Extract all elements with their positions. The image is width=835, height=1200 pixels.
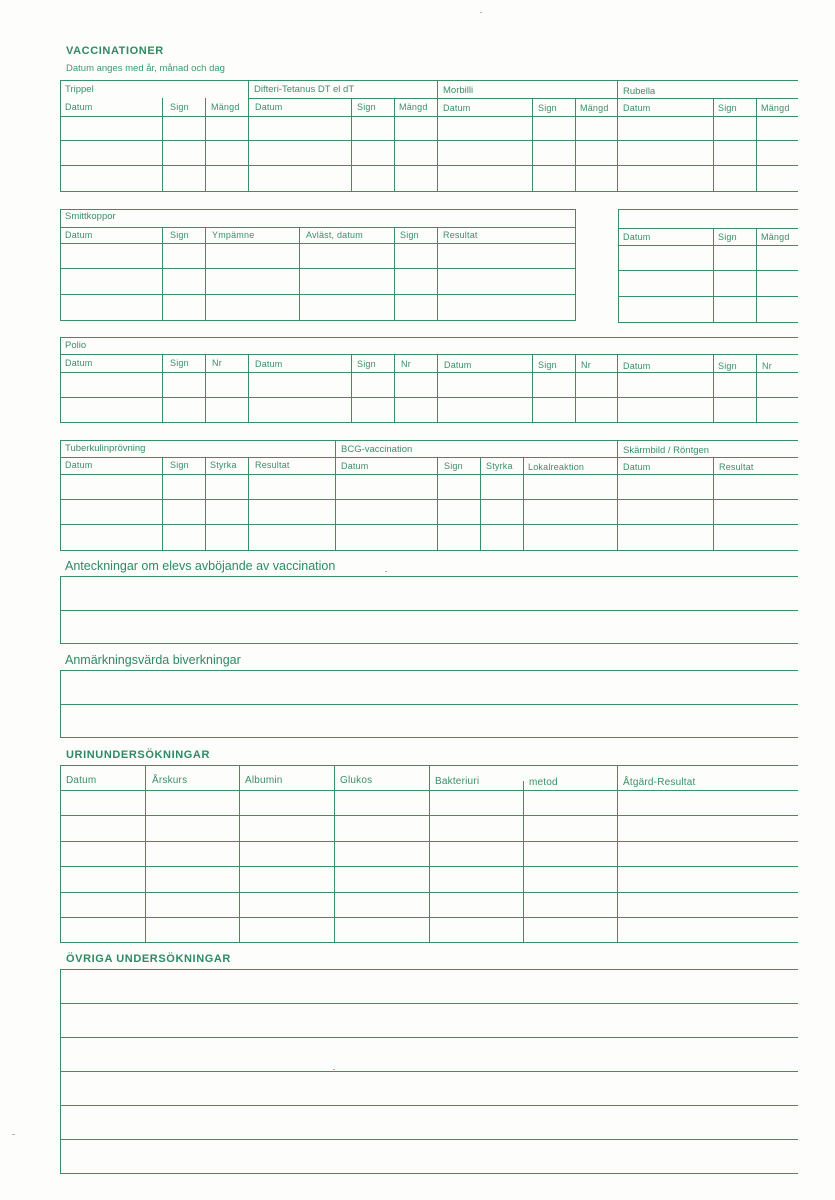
- col-bcg-lokalreaktion: Lokalreaktion: [528, 462, 585, 472]
- col-urin-atgard-resultat: Åtgärd-Resultat: [623, 777, 696, 788]
- col-extra-sign: Sign: [718, 232, 737, 242]
- col-difteri-mangd: Mängd: [399, 102, 428, 112]
- bcg-title: BCG-vaccination: [341, 444, 413, 455]
- col-smitt-ympamne: Ympämne: [212, 230, 255, 240]
- col-rubella-sign: Sign: [718, 103, 737, 113]
- col-tub-sign: Sign: [170, 460, 189, 470]
- skarmbild-title: Skärmbild / Röntgen: [623, 445, 710, 456]
- col-morbilli-mangd: Mängd: [580, 103, 609, 113]
- col-morbilli-datum: Datum: [443, 103, 471, 113]
- scan-speck: [333, 1069, 335, 1070]
- col-difteri-datum: Datum: [255, 102, 283, 112]
- col-polio-nr-2: Nr: [401, 359, 411, 369]
- group-morbilli: Morbilli: [443, 85, 474, 96]
- group-difteri-tetanus: Difteri-Tetanus DT el dT: [254, 84, 355, 95]
- col-polio-sign-1: Sign: [170, 358, 189, 368]
- scan-speck: [480, 12, 482, 13]
- col-rubella-mangd: Mängd: [761, 103, 790, 113]
- section-title-urin: URINUNDERSÖKNINGAR: [66, 749, 211, 761]
- group-trippel: Trippel: [65, 84, 94, 95]
- col-skarm-resultat: Resultat: [719, 462, 754, 472]
- col-tub-styrka: Styrka: [210, 460, 237, 470]
- scan-speck: [385, 571, 387, 572]
- col-urin-albumin: Albumin: [245, 775, 283, 786]
- col-urin-bakteriuri: Bakteriuri: [435, 776, 480, 787]
- col-rubella-datum: Datum: [623, 103, 651, 113]
- col-polio-nr-4: Nr: [762, 361, 772, 371]
- col-urin-glukos: Glukos: [340, 775, 373, 786]
- col-urin-arskurs: Årskurs: [152, 775, 188, 786]
- col-tub-resultat: Resultat: [255, 460, 290, 470]
- col-polio-sign-4: Sign: [718, 361, 737, 371]
- col-smitt-sign: Sign: [170, 230, 189, 240]
- col-trippel-mangd: Mängd: [211, 102, 240, 112]
- vaccination-subtitle: Datum anges med år, månad och dag: [66, 63, 225, 74]
- section-title-ovriga: ÖVRIGA UNDERSÖKNINGAR: [66, 953, 231, 965]
- col-skarm-datum: Datum: [623, 462, 651, 472]
- col-difteri-sign: Sign: [357, 102, 376, 112]
- section-title-vaccinationer: VACCINATIONER: [66, 45, 164, 57]
- smittkoppor-title: Smittkoppor: [65, 211, 116, 222]
- col-smitt-resultat: Resultat: [443, 230, 478, 240]
- col-trippel-datum: Datum: [65, 102, 93, 112]
- col-polio-datum-2: Datum: [255, 359, 283, 369]
- col-smitt-datum: Datum: [65, 230, 93, 240]
- col-morbilli-sign: Sign: [538, 103, 557, 113]
- col-polio-datum-4: Datum: [623, 361, 651, 371]
- col-bcg-sign: Sign: [444, 461, 463, 471]
- col-tub-datum: Datum: [65, 460, 93, 470]
- biverkningar-title: Anmärkningsvärda biverkningar: [65, 653, 241, 667]
- col-trippel-sign: Sign: [170, 102, 189, 112]
- col-polio-nr-1: Nr: [212, 358, 222, 368]
- col-smitt-sign2: Sign: [400, 230, 419, 240]
- group-rubella: Rubella: [623, 86, 656, 97]
- col-polio-datum-1: Datum: [65, 358, 93, 368]
- col-extra-datum: Datum: [623, 232, 651, 242]
- col-polio-datum-3: Datum: [444, 360, 472, 370]
- col-urin-metod: metod: [529, 777, 558, 788]
- col-bcg-datum: Datum: [341, 461, 369, 471]
- col-polio-sign-3: Sign: [538, 360, 557, 370]
- col-polio-sign-2: Sign: [357, 359, 376, 369]
- col-urin-datum: Datum: [66, 775, 97, 786]
- polio-title: Polio: [65, 340, 87, 351]
- anteckningar-title: Anteckningar om elevs avböjande av vaccination: [65, 559, 336, 573]
- col-extra-mangd: Mängd: [761, 232, 790, 242]
- tuberkulin-title: Tuberkulinprövning: [65, 443, 146, 454]
- col-polio-nr-3: Nr: [581, 360, 591, 370]
- scan-speck: [12, 1134, 15, 1135]
- col-bcg-styrka: Styrka: [486, 461, 513, 471]
- col-smitt-avlast-datum: Avläst, datum: [306, 230, 363, 240]
